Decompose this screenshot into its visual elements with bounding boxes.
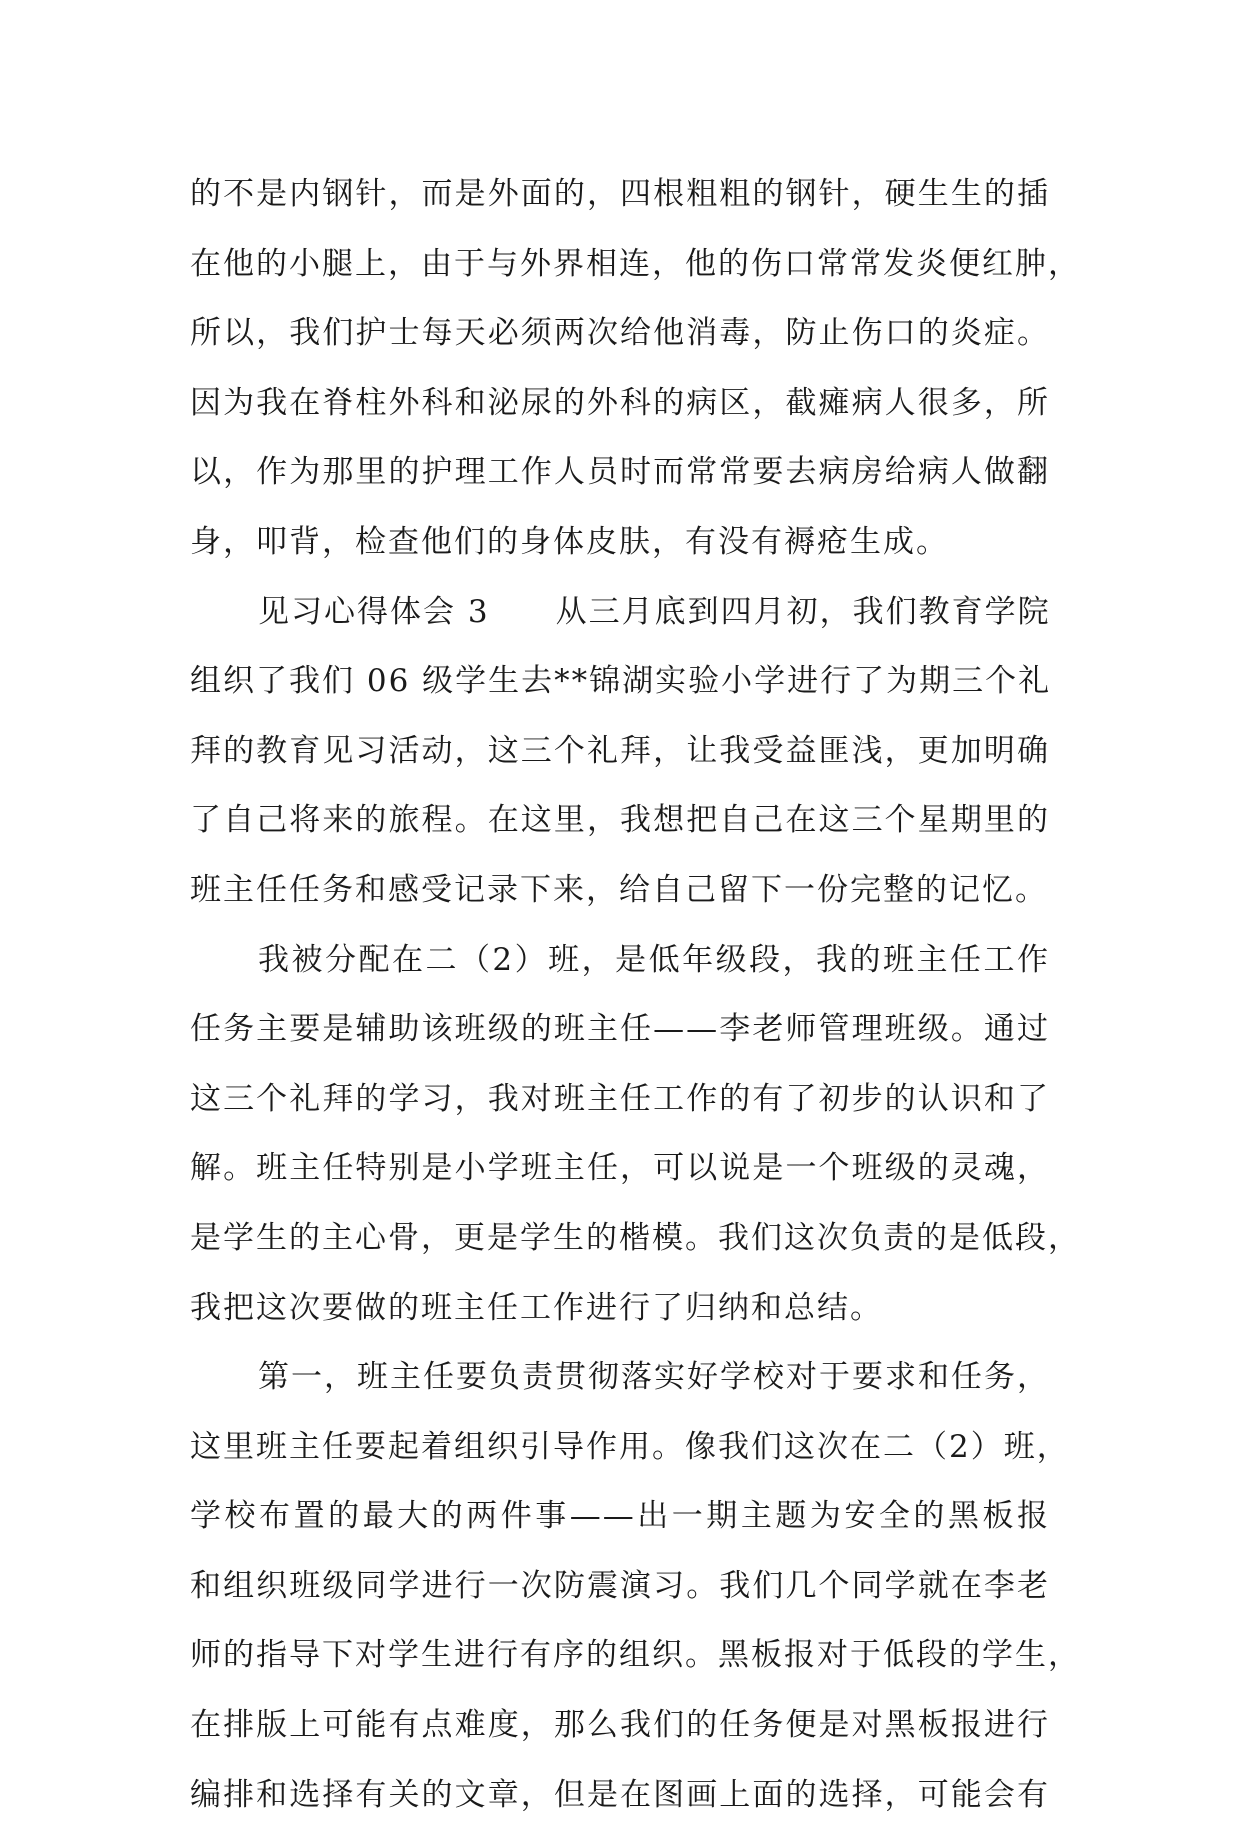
text-line: 所以，我们护士每天必须两次给他消毒，防止伤口的炎症。 (190, 315, 1050, 352)
text-line: 是学生的主心骨，更是学生的楷模。我们这次负责的是低段， (190, 1219, 1081, 1256)
text-line: 师的指导下对学生进行有序的组织。黑板报对于低段的学生， (190, 1637, 1081, 1674)
text-line: 了自己将来的旅程。在这里，我想把自己在这三个星期里的 (190, 802, 1050, 839)
text-line: 我被分配在二（2）班，是低年级段，我的班主任工作 (258, 941, 1050, 978)
text-line: 和组织班级同学进行一次防震演习。我们几个同学就在李老 (190, 1567, 1050, 1604)
text-line: 我把这次要做的班主任工作进行了归纳和总结。 (190, 1289, 883, 1326)
text-line: 组织了我们 06 级学生去**锦湖实验小学进行了为期三个礼 (190, 663, 1052, 700)
text-line: 这里班主任要起着组织引导作用。像我们这次在二（2）班， (190, 1428, 1070, 1465)
text-line: 解。班主任特别是小学班主任，可以说是一个班级的灵魂， (190, 1150, 1050, 1187)
text-line: 学校布置的最大的两件事——出一期主题为安全的黑板报 (190, 1498, 1050, 1535)
text-line: 身，叩背，检查他们的身体皮肤，有没有褥疮生成。 (190, 523, 949, 560)
text-line: 编排和选择有关的文章，但是在图画上面的选择，可能会有 (190, 1776, 1050, 1813)
text-line: 这三个礼拜的学习，我对班主任工作的有了初步的认识和了 (190, 1080, 1050, 1117)
text-line: 拜的教育见习活动，这三个礼拜，让我受益匪浅，更加明确 (190, 732, 1050, 769)
text-line: 以，作为那里的护理工作人员时而常常要去病房给病人做翻 (190, 454, 1050, 491)
text-line: 班主任任务和感受记录下来，给自己留下一份完整的记忆。 (190, 871, 1048, 908)
text-line: 任务主要是辅助该班级的班主任——李老师管理班级。通过 (190, 1011, 1050, 1048)
text-line: 见习心得体会 3 从三月底到四月初，我们教育学院 (258, 593, 1051, 630)
text-line: 因为我在脊柱外科和泌尿的外科的病区，截瘫病人很多，所 (190, 384, 1050, 421)
text-line: 的不是内钢针，而是外面的，四根粗粗的钢针，硬生生的插 (190, 176, 1050, 212)
text-line: 第一，班主任要负责贯彻落实好学校对于要求和任务， (258, 1359, 1050, 1396)
text-line: 在他的小腿上，由于与外界相连，他的伤口常常发炎便红肿， (190, 245, 1081, 282)
body-text (190, 160, 1081, 1830)
text-line: 在排版上可能有点难度，那么我们的任务便是对黑板报进行 (190, 1707, 1050, 1744)
